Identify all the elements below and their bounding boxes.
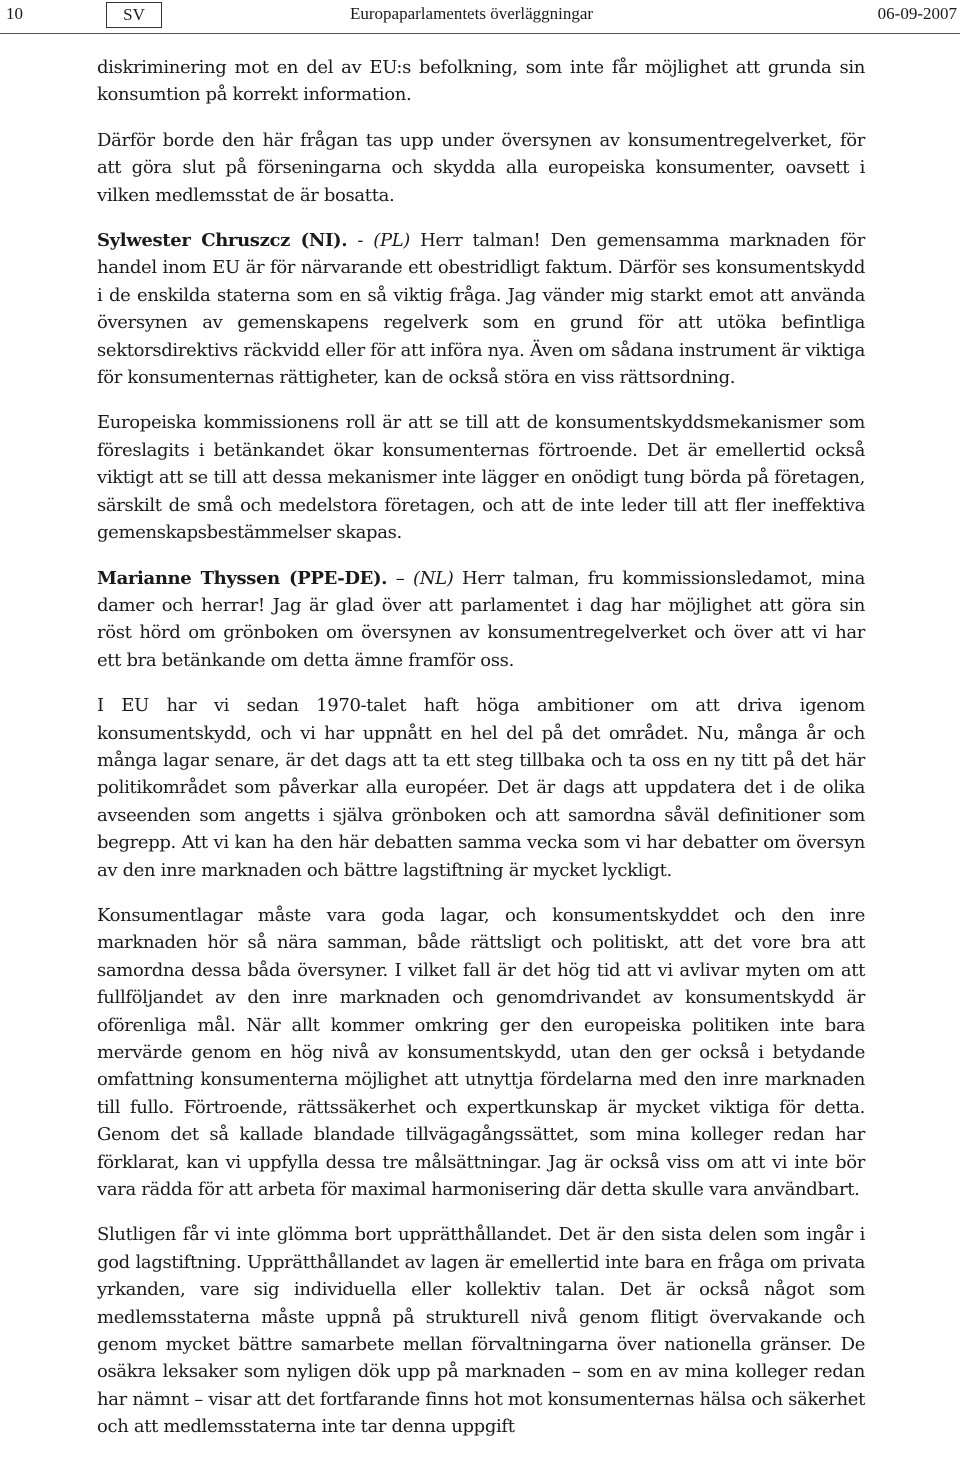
paragraph-text: diskriminering mot en del av EU:s befolkning, som inte får möjlighet att grunda sin konsumtion på korrekt information. <box>97 57 865 106</box>
speaker-paragraph <box>97 565 865 675</box>
speaker-name: Sylwester Chruszcz (NI). <box>97 230 348 252</box>
paragraph-text: Konsumentlagar måste vara goda lagar, och konsumentskyddet och den inre marknaden hör så nära samman, både rättsligt och politiskt, att det vore bra att samordna dessa båda översyner. I vilket fall är det hög tid att vi avlivar myten om att fullföljandet av den inre marknaden och genomdrivandet av konsumentskydd är oförenliga mål. När allt kommer omkring ger den europeiska politiken inte bara mervärde genom en hög nivå av konsumentskydd, utan den ger också i betydande omfattning konsumenterna möjlighet att utnyttja fördelarna med den inre marknaden till fullo. Förtroende, rättssäkerhet och expertkunskap är mycket viktiga för detta. Genom det så kallade blandade tillvägagångssättet, som mina kolleger redan har förklarat, kan vi uppfylla dessa tre målsättningar. Jag är också viss om att vi inte bör vara rädda för att arbeta för maximal harmonisering där detta skulle vara användbart. <box>97 904 865 1201</box>
paragraph <box>97 127 865 209</box>
paragraph-text: Därför borde den här frågan tas upp under översynen av konsumentregelverket, för att göra slut på förseningarna och skydda alla europeiska konsumenter, oavsett i vilken medlemsstat de är bosatta. <box>97 129 865 206</box>
paragraph <box>97 54 865 109</box>
paragraph <box>97 692 865 884</box>
speaker-paragraph <box>97 227 865 391</box>
language-code-box: SV <box>106 2 162 28</box>
speaker-dash: - <box>347 230 374 252</box>
paragraph-text: Europeiska kommissionens roll är att se till att de konsumentskyddsmekanismer som föreslagits i betänkandet ökar konsumenternas förtroende. Det är emellertid också viktigt att se till att dessa mekanismer inte lägger en onödigt tung börda på företagen, särskilt de små och medelstora företagen, och att de inte leder till att fler ineffektiva gemenskapsbestämmelser skapas. <box>97 412 865 544</box>
paragraph-text: Herr talman! Den gemensamma marknaden för handel inom EU är för närvarande ett obestridligt faktum. Därför ses konsumentskydd i de enskilda staterna som en så viktig fråga. Jag vänder mig starkt emot att använda översynen av gemenskapens regelverk som en grund för att utöka befintliga sektorsdirektivs räckvidd eller för att införa nya. Även om sådana instrument är viktiga för konsumenternas rättigheter, kan de också störa en viss rättsordning. <box>97 230 865 389</box>
language-tag: (PL) <box>373 230 410 252</box>
page-number: 10 <box>6 4 23 23</box>
document-date: 06-09-2007 <box>877 4 957 23</box>
speaker-name: Marianne Thyssen (PPE-DE). <box>97 567 388 589</box>
speaker-dash: – <box>387 567 414 589</box>
paragraph <box>97 902 865 1203</box>
language-tag: (NL) <box>413 567 454 589</box>
document-title: Europaparlamentets överläggningar <box>350 4 594 23</box>
paragraph-text: I EU har vi sedan 1970-talet haft höga ambitioner om att driva igenom konsumentskydd, och vi har uppnått en hel del på det området. Nu, många år och många lagar senare, är det dags att ta ett steg tillbaka och ta oss en ny titt på det här politikområdet som påverkar alla européer. Det är dags att uppdatera det i de olika avseenden som angetts i själva grönboken och att samordna såväl definitioner som begrepp. Att vi kan ha den här debatten samma vecka som vi har debatter om översyn av den inre marknaden och bättre lagstiftning är mycket lyckligt. <box>97 695 865 881</box>
paragraph-text: Slutligen får vi inte glömma bort upprätthållandet. Det är den sista delen som ingår i god lagstiftning. Upprätthållandet av lagen är emellertid inte bara en fråga om privata yrkanden, vare sig individuella eller kollektiv talan. Det är också något som medlemsstaterna måste uppnå på strukturell nivå genom flitigt övervakande och genom mycket bättre samarbete mellan förvaltningarna över nationella gränser. De osäkra leksaker som nyligen dök upp på marknaden – som en av mina kolleger redan har nämnt – visar att det fortfarande finns hot mot konsumenternas hälsa och säkerhet och att medlemsstaterna inte tar denna uppgift <box>97 1224 865 1438</box>
paragraph-text: Herr talman, fru kommissionsledamot, mina damer och herrar! Jag är glad över att parlamentet i dag har möjlighet att göra sin röst hörd om grönboken om översynen av konsumentregelverket och över att vi har ett bra betänkande om detta ämne framför oss. <box>97 567 865 671</box>
page-header <box>0 0 960 34</box>
paragraph <box>97 1221 865 1440</box>
paragraph <box>97 409 865 546</box>
document-body <box>97 54 865 1459</box>
